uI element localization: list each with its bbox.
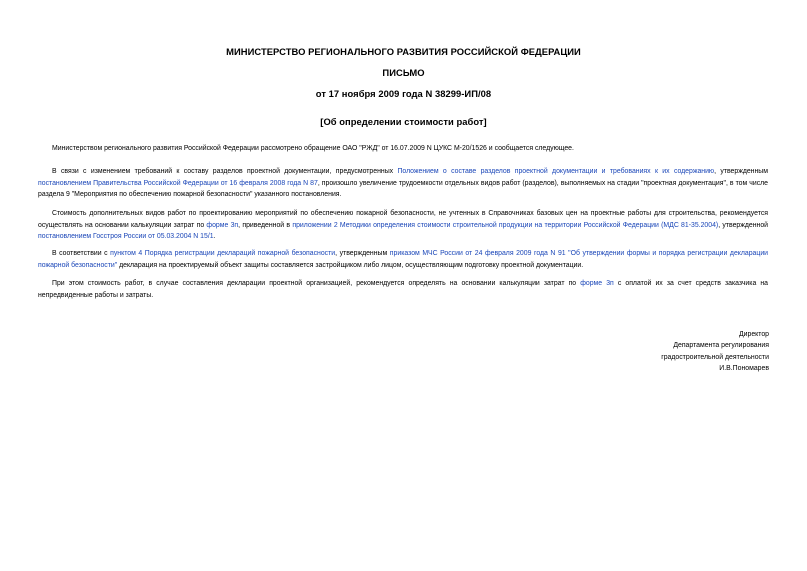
link-form-3p[interactable]: форме 3п — [206, 221, 239, 229]
paragraph-4-text-1: В соответствии с — [52, 250, 111, 257]
paragraph-3-text-4: . — [213, 233, 216, 241]
signature-department-cont: градостроительной деятельности — [661, 353, 769, 361]
link-gosstroy-decree[interactable]: постановлением Госстроя России от 05.03.2004 N 15/1 — [38, 233, 214, 241]
paragraph-5-text-2: с оплатой их за счет средств заказчика на непредвиденные работы и затраты. — [38, 280, 768, 299]
paragraph-2-text-2: , утвержденным — [714, 168, 768, 175]
paragraph-2-text-3: , произошло увеличение трудоемкости отдельных видов работ (разделов), выполняемых на стадии "проектная документация", в том числе раздела 9 "Мероприятия по обеспечению пожарной безопасности" указанного постановления. — [38, 179, 768, 199]
signature-position: Директор — [738, 331, 769, 338]
date-number: от 17 ноября 2009 года N 38299-ИП/08 — [315, 88, 492, 99]
paragraph-2-text-1: В связи с изменением требований к составу разделов проектной документации, предусмотренных — [52, 168, 398, 175]
link-regulation-on-design-sections[interactable]: Положением о составе разделов проектной документации и требованиях к их содержанию — [397, 168, 715, 175]
link-government-decree-87[interactable]: постановлением Правительства Российской Федерации от 16 февраля 2008 года N 87 — [38, 179, 318, 187]
link-form-3p-2[interactable]: форме 3п — [580, 280, 614, 287]
paragraph-3-text-1: Стоимость дополнительных видов работ по проектированию мероприятий по обеспечению пожарной безопасности, не учтенных в Справочниках базовых цен на проектные работы для строительства, рекомендуется осуществлять на основании калькуляции затрат по — [38, 210, 768, 229]
ministry-heading: МИНИСТЕРСТВО РЕГИОНАЛЬНОГО РАЗВИТИЯ РОССИЙСКОЙ ФЕДЕРАЦИИ — [226, 46, 581, 57]
link-methodology-appendix-2[interactable]: приложении 2 Методики определения стоимости строительной продукции на территории Российской Федерации (МДС 81-35.2004) — [292, 221, 719, 229]
paragraph-3 — [38, 208, 768, 243]
paragraph-3-text-2: , приведенной в — [238, 221, 293, 229]
signature-department: Департамента регулирования — [673, 342, 769, 350]
paragraph-1 — [38, 143, 768, 155]
paragraph-4-text-2: , утвержденным — [335, 250, 390, 257]
link-registration-procedure-item-4[interactable]: пунктом 4 Порядка регистрации деклараций пожарной безопасности — [110, 250, 336, 257]
document-type: ПИСЬМО — [382, 67, 425, 78]
document-subject: [Об определении стоимости работ] — [320, 116, 487, 127]
paragraph-2 — [38, 166, 768, 201]
paragraph-5 — [38, 278, 768, 301]
paragraph-4-text-3: декларация на проектируемый объект защиты составляется застройщиком либо лицом, осуществляющим подготовку проектной документации. — [117, 261, 584, 269]
paragraph-3-text-3: , утвержденной — [718, 221, 769, 229]
paragraph-1-text: Министерством регионального развития Российской Федерации рассмотрено обращение ОАО "РЖД" от 16.07.2009 N ЦУКС М-20/1526 и сообщается следующее. — [52, 145, 574, 152]
signature-block — [569, 329, 769, 375]
link-emercom-order-91[interactable]: приказом МЧС России от 24 февраля 2009 года N 91 "Об утверждении формы и порядка регистрации декларации пожарной безопасности" — [38, 250, 769, 269]
paragraph-4 — [38, 248, 768, 271]
paragraph-5-text-1: При этом стоимость работ, в случае составления декларации проектной организацией, рекомендуется определять на основании калькуляции затрат по — [52, 280, 581, 287]
signature-name: И.В.Пономарев — [719, 365, 769, 373]
